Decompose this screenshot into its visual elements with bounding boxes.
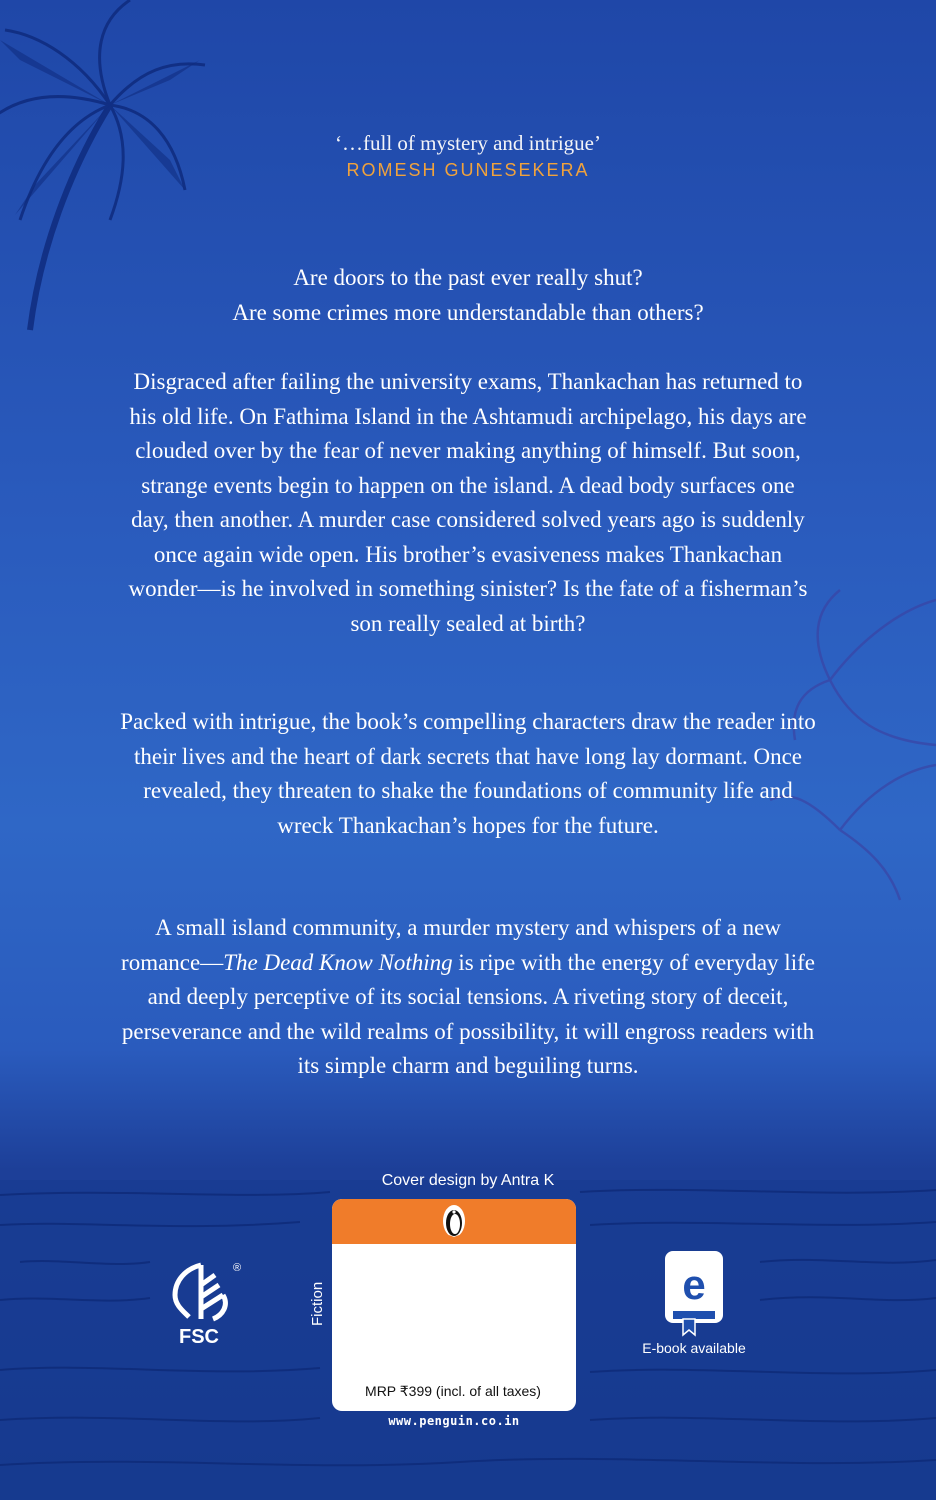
penguin-logo-icon	[441, 1203, 467, 1239]
review-author: ROMESH GUNESEKERA	[346, 160, 590, 180]
blurb-paragraph-3	[120, 911, 816, 1084]
fsc-label: FSC	[179, 1326, 219, 1348]
paragraph-3-rest: is ripe with the energy of everyday life and deeply perceptive of its social tensions. A riveting story of deceit, perseverance and the wild realms of possibility, it will engross readers with its simple charm and beguiling turns.	[121, 949, 815, 1078]
paragraph-3-lead: A small island community, a murder mystery and whispers of a new romance—	[121, 915, 781, 975]
fsc-mark: ®	[233, 1262, 242, 1274]
blurb-questions	[120, 261, 816, 330]
ebook-icon	[663, 1249, 725, 1339]
genre-label: Fiction	[309, 1281, 326, 1326]
cover-design-credit: Cover design by Antra K	[381, 1172, 555, 1189]
publisher-url: www.penguin.co.in	[388, 1414, 520, 1428]
review-quote: ‘…full of mystery and intrigue’	[335, 131, 601, 155]
fsc-tree-icon	[165, 1259, 243, 1351]
publisher-band	[332, 1199, 576, 1244]
blurb-paragraph-2: Packed with intrigue, the book’s compelling characters draw the reader into their lives and the heart of dark secrets that have long lay dormant. Once revealed, they threaten to shake the foundations of community life and wreck Thankachan’s hopes for the future.	[120, 709, 816, 838]
blurb-paragraph-1: Disgraced after failing the university exams, Thankachan has returned to his old life. On Fathima Island in the Ashtamudi archipelago, his days are clouded over by the fear of never making anything of himself. But soon, strange events begin to happen on the island. A dead body surfaces one day, then another. A murder case considered solved years ago is suddenly once again wide open. His brother’s evasiveness makes Thankachan wonder—is he involved in something sinister? Is the fate of a fisherman’s son really sealed at birth?	[128, 369, 808, 636]
question-line: Are some crimes more understandable than others?	[232, 299, 704, 325]
price-text: MRP ₹399 (incl. of all taxes)	[365, 1383, 541, 1399]
question-line: Are doors to the past ever really shut?	[293, 265, 643, 290]
book-title: The Dead Know Nothing	[223, 949, 453, 975]
price-label-card	[332, 1199, 576, 1411]
ebook-letter: e	[682, 1261, 706, 1308]
ebook-label: E-book available	[642, 1340, 746, 1356]
